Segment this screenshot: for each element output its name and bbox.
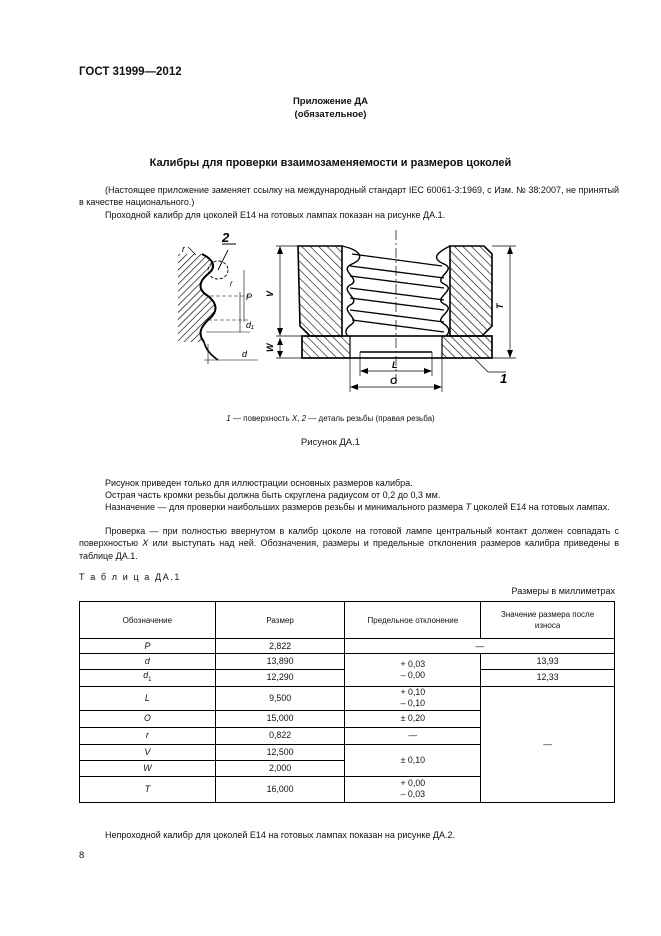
header-size: Размер [215, 602, 345, 639]
appendix-subtitle: (обязательное) [294, 109, 367, 120]
label-detail-2: 2 [222, 230, 230, 245]
table-header-row [80, 602, 615, 639]
cell-deviation: + 0,00 – 0,03 [345, 776, 481, 802]
label-d1: d₁ [246, 320, 254, 330]
dimensions-table [79, 601, 615, 803]
cell-symbol: V [80, 744, 216, 760]
paragraph-edge: Острая часть кромки резьбы должна быть скруглена радиусом от 0,2 до 0,3 мм. [105, 490, 441, 500]
table-label: Т а б л и ц а ДА.1 [79, 572, 182, 582]
cell-deviation: + 0,03 – 0,00 [345, 654, 481, 687]
cell-size: 12,290 [215, 670, 345, 687]
cell-size: 2,000 [215, 760, 345, 776]
header-deviation: Предельное отклонение [345, 602, 481, 639]
label-surface-1: 1 [500, 371, 508, 386]
table-row [80, 686, 615, 710]
thread-detail [178, 230, 258, 364]
paragraph-illustration: Рисунок приведен только для иллюстрации основных размеров калибра. [105, 478, 413, 488]
standard-header: ГОСТ 31999—2012 [79, 66, 182, 78]
figure-title: Рисунок ДА.1 [300, 437, 361, 448]
cell-wear: — [481, 686, 615, 802]
label-l: L [392, 360, 398, 370]
cell-symbol: L [80, 686, 216, 710]
cell-symbol: O [80, 710, 216, 727]
section-title: Калибры для проверки взаимозаменяемости и размеров цоколей [149, 157, 512, 169]
cell-size: 13,890 [215, 654, 345, 670]
table-units: Размеры в миллиметрах [511, 586, 615, 596]
cell-wear: 13,93 [481, 654, 615, 670]
label-d: d [242, 349, 248, 359]
paragraph-note: (Настоящее приложение заменяет ссылку на международный стандарт IEC 60061-3:1969, с Изм. № 38:2007, не принятый в качестве национального.) [79, 185, 619, 208]
cell-symbol: W [80, 760, 216, 776]
cell-size: 15,000 [215, 710, 345, 727]
cell-size: 12,500 [215, 744, 345, 760]
paragraph-figure-ref: Проходной калибр для цоколей Е14 на готовых лампах показан на рисунке ДА.1. [105, 210, 446, 220]
table-row [80, 654, 615, 670]
label-p: P [246, 292, 253, 302]
paragraph-purpose: Назначение — для проверки наибольших размеров резьбы и минимального размера T цоколей Е14 на готовых лампах. [105, 502, 610, 512]
paragraph-check: Проверка — при полностью ввернутом в калибр цоколе на готовой лампе центральный контакт должен совпадать с поверхностью X или выступать над ней. Обозначения, размеры и предельные отклонения размеров калибра приведены в таблице ДА.1. [79, 526, 619, 561]
cell-symbol: r [80, 727, 216, 744]
label-w: W [265, 343, 275, 352]
cell-size: 16,000 [215, 776, 345, 802]
cell-wear: 12,33 [481, 670, 615, 687]
figure-caption: 1 — поверхность X, 2 — деталь резьбы (правая резьба) [226, 414, 435, 423]
label-r-top: r [182, 244, 185, 254]
page-number: 8 [79, 850, 85, 861]
cell-deviation: — [345, 639, 615, 654]
paragraph-no-go-gauge: Непроходной калибр для цоколей Е14 на готовых лампах показан на рисунке ДА.2. [105, 830, 456, 840]
cell-size: 0,822 [215, 727, 345, 744]
figure-gauge-drawing [160, 224, 520, 412]
cell-deviation: + 0,10 – 0,10 [345, 686, 481, 710]
cell-size: 2,822 [215, 639, 345, 654]
header-wear-size: Значение размера после износа [481, 602, 615, 639]
cell-deviation: ± 0,20 [345, 710, 481, 727]
header-designation: Обозначение [80, 602, 216, 639]
label-o: O [390, 376, 398, 386]
label-r-mid: r [230, 279, 233, 288]
label-v: V [265, 290, 275, 297]
cell-symbol: $d_1$ [80, 670, 216, 687]
label-t: T [495, 303, 505, 309]
cell-symbol: d [80, 654, 216, 670]
cell-deviation: — [345, 727, 481, 744]
cell-deviation: ± 0,10 [345, 744, 481, 776]
table-row [80, 639, 615, 654]
appendix-title: Приложение ДА [292, 96, 369, 107]
cell-size: 9,500 [215, 686, 345, 710]
cell-symbol: P [80, 639, 216, 654]
cell-symbol: T [80, 776, 216, 802]
